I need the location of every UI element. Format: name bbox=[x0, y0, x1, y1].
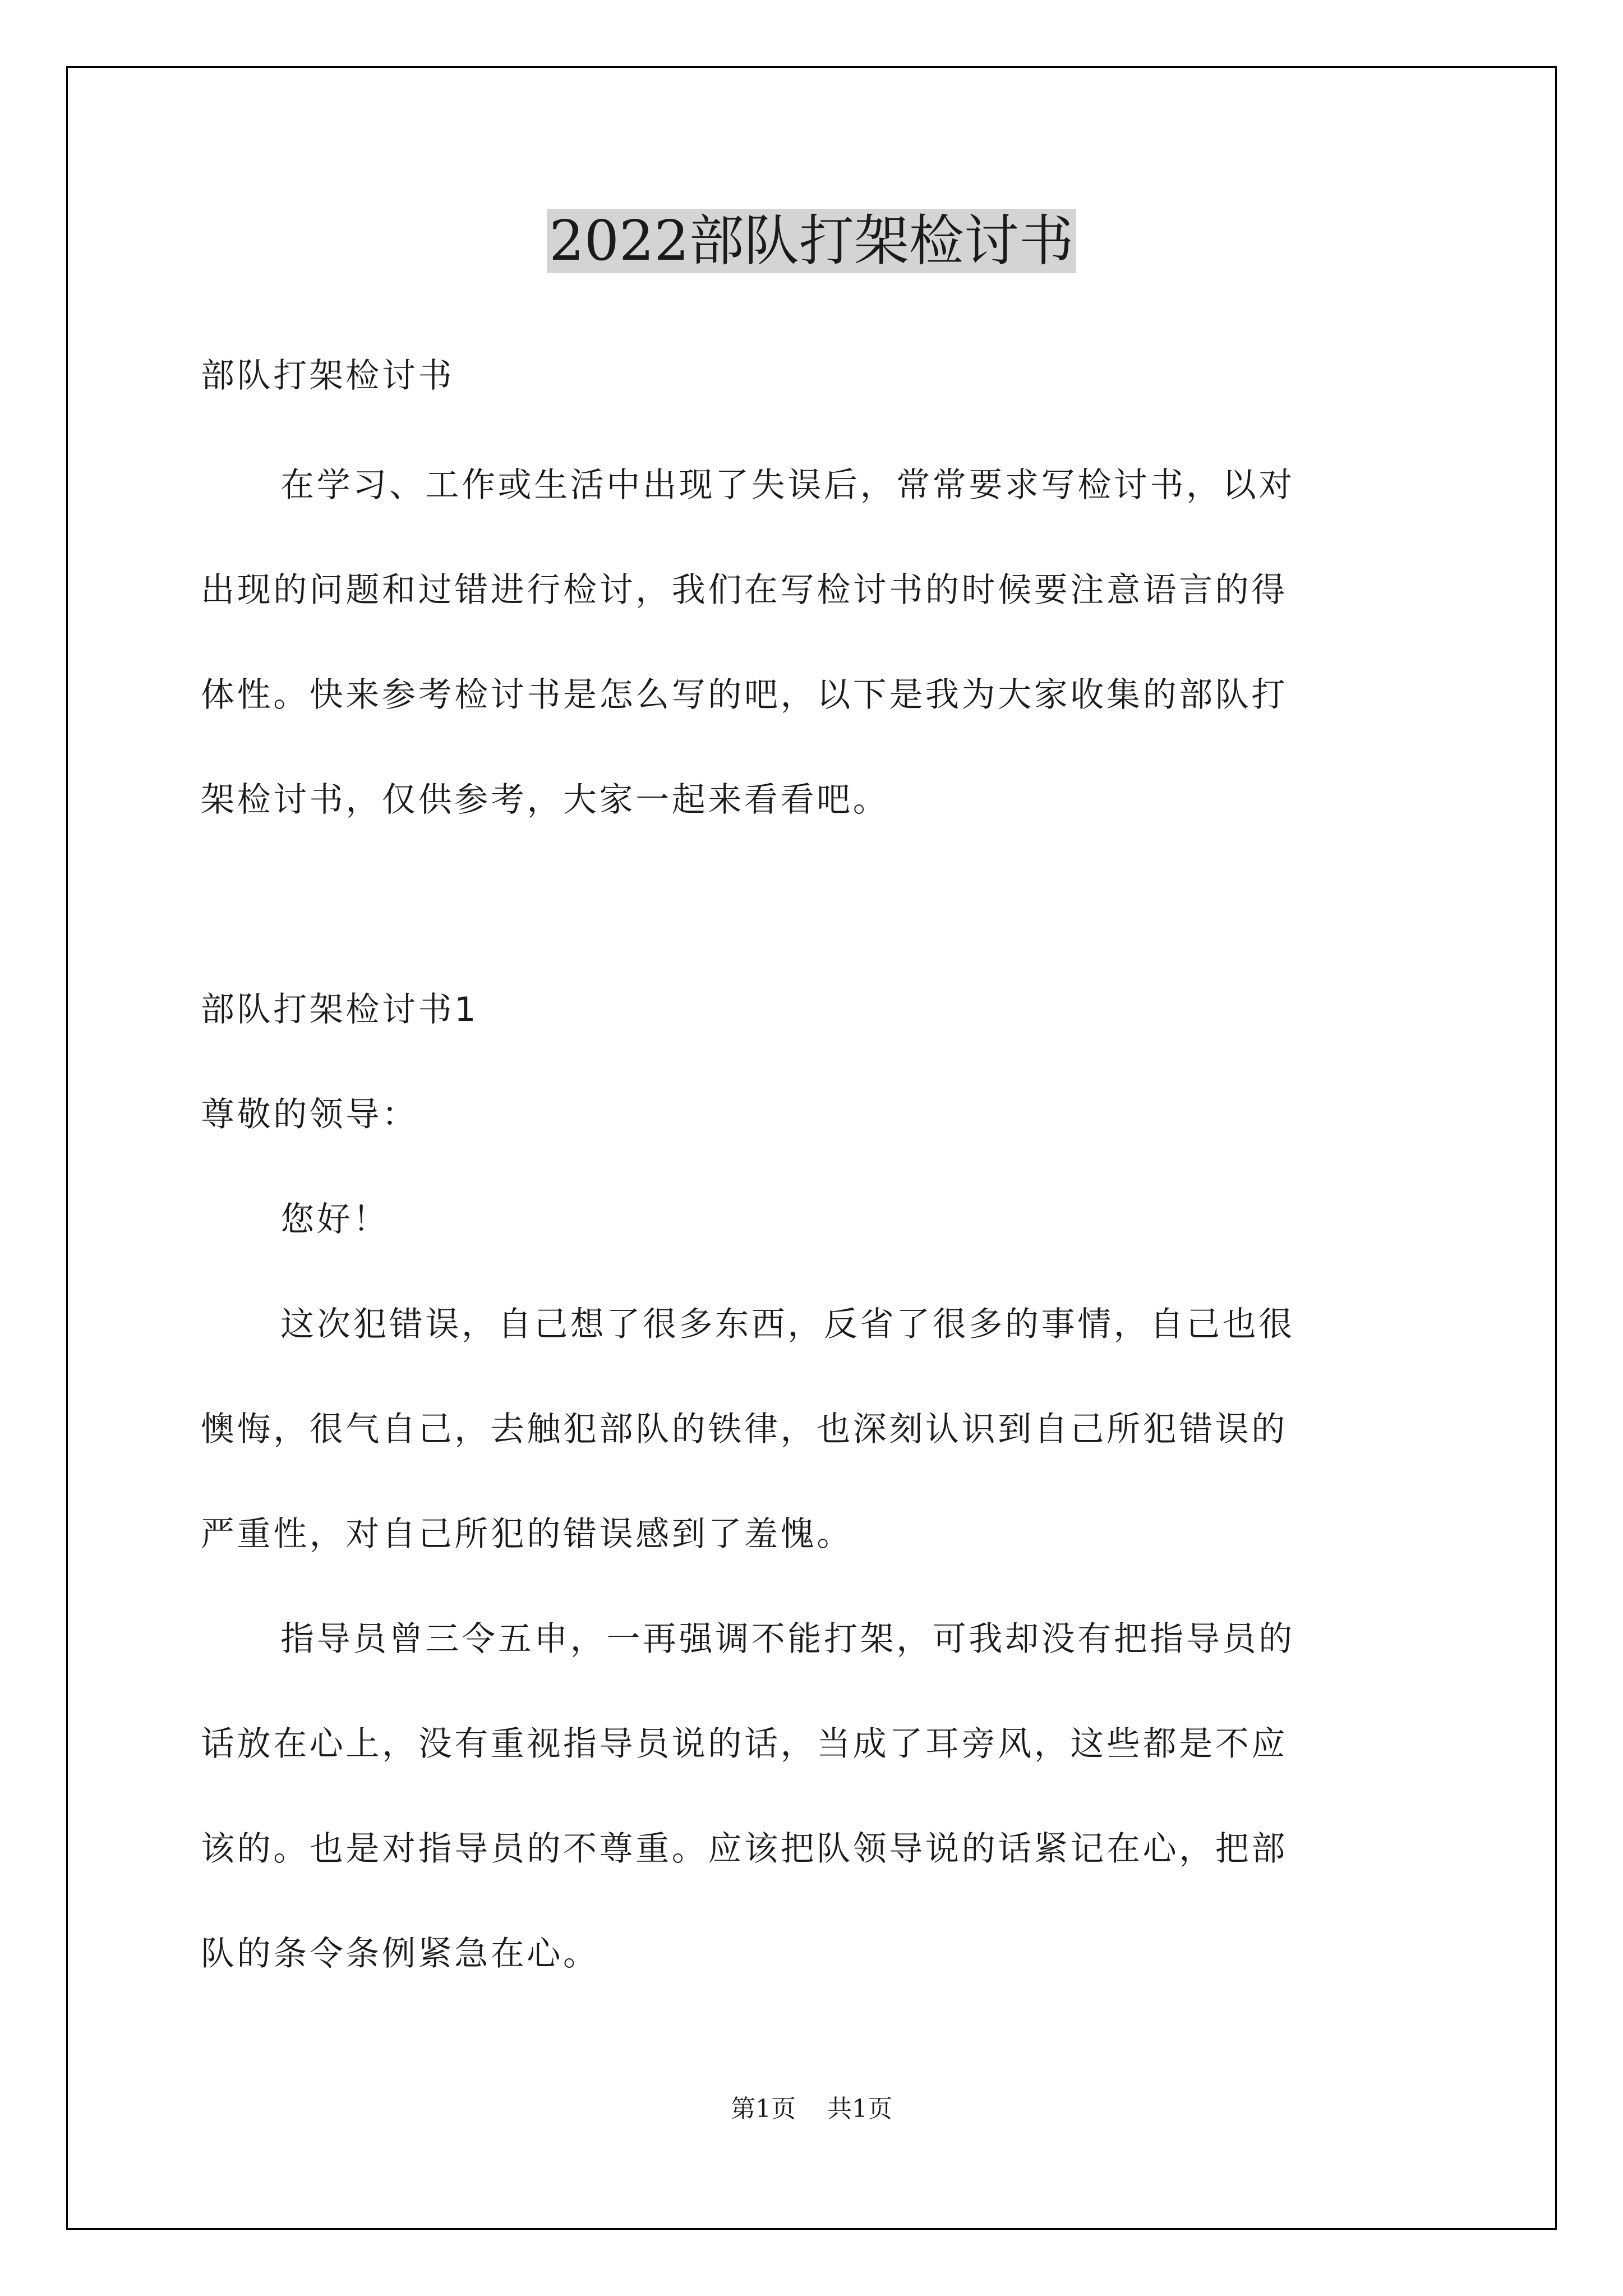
paragraph-line: 架检讨书，仅供参考，大家一起来看看吧。 bbox=[201, 780, 889, 820]
paragraph-line: 在学习、工作或生活中出现了失误后，常常要求写检讨书，以对 bbox=[280, 466, 1295, 505]
paragraph-line: 这次犯错误，自己想了很多东西，反省了很多的事情，自己也很 bbox=[280, 1305, 1295, 1344]
paragraph-line: 出现的问题和过错进行检讨，我们在写检讨书的时候要注意语言的得 bbox=[201, 570, 1288, 610]
paragraph-line: 队的条令条例紧急在心。 bbox=[201, 1934, 600, 1973]
page-footer bbox=[0, 2092, 1623, 2126]
page-count: 共1页 bbox=[827, 2095, 892, 2123]
document-title bbox=[0, 202, 1623, 280]
section-heading: 部队打架检讨书 bbox=[201, 356, 455, 395]
paragraph-line: 话放在心上，没有重视指导员说的话，当成了耳旁风，这些都是不应 bbox=[201, 1724, 1288, 1764]
title-text: 2022部队打架检讨书 bbox=[547, 209, 1076, 273]
subsection-heading: 部队打架检讨书1 bbox=[201, 990, 478, 1029]
page-number: 第1页 bbox=[731, 2095, 796, 2123]
paragraph-line: 指导员曾三令五申，一再强调不能打架，可我却没有把指导员的 bbox=[280, 1619, 1295, 1659]
greeting: 您好！ bbox=[280, 1200, 389, 1239]
paragraph-line: 体性。快来参考检讨书是怎么写的吧，以下是我为大家收集的部队打 bbox=[201, 675, 1288, 715]
paragraph-line: 严重性，对自己所犯的错误感到了羞愧。 bbox=[201, 1515, 853, 1554]
salutation: 尊敬的领导： bbox=[201, 1095, 418, 1134]
paragraph-line: 该的。也是对指导员的不尊重。应该把队领导说的话紧记在心，把部 bbox=[201, 1829, 1288, 1869]
paragraph-line: 懊悔，很气自己，去触犯部队的铁律，也深刻认识到自己所犯错误的 bbox=[201, 1410, 1288, 1449]
